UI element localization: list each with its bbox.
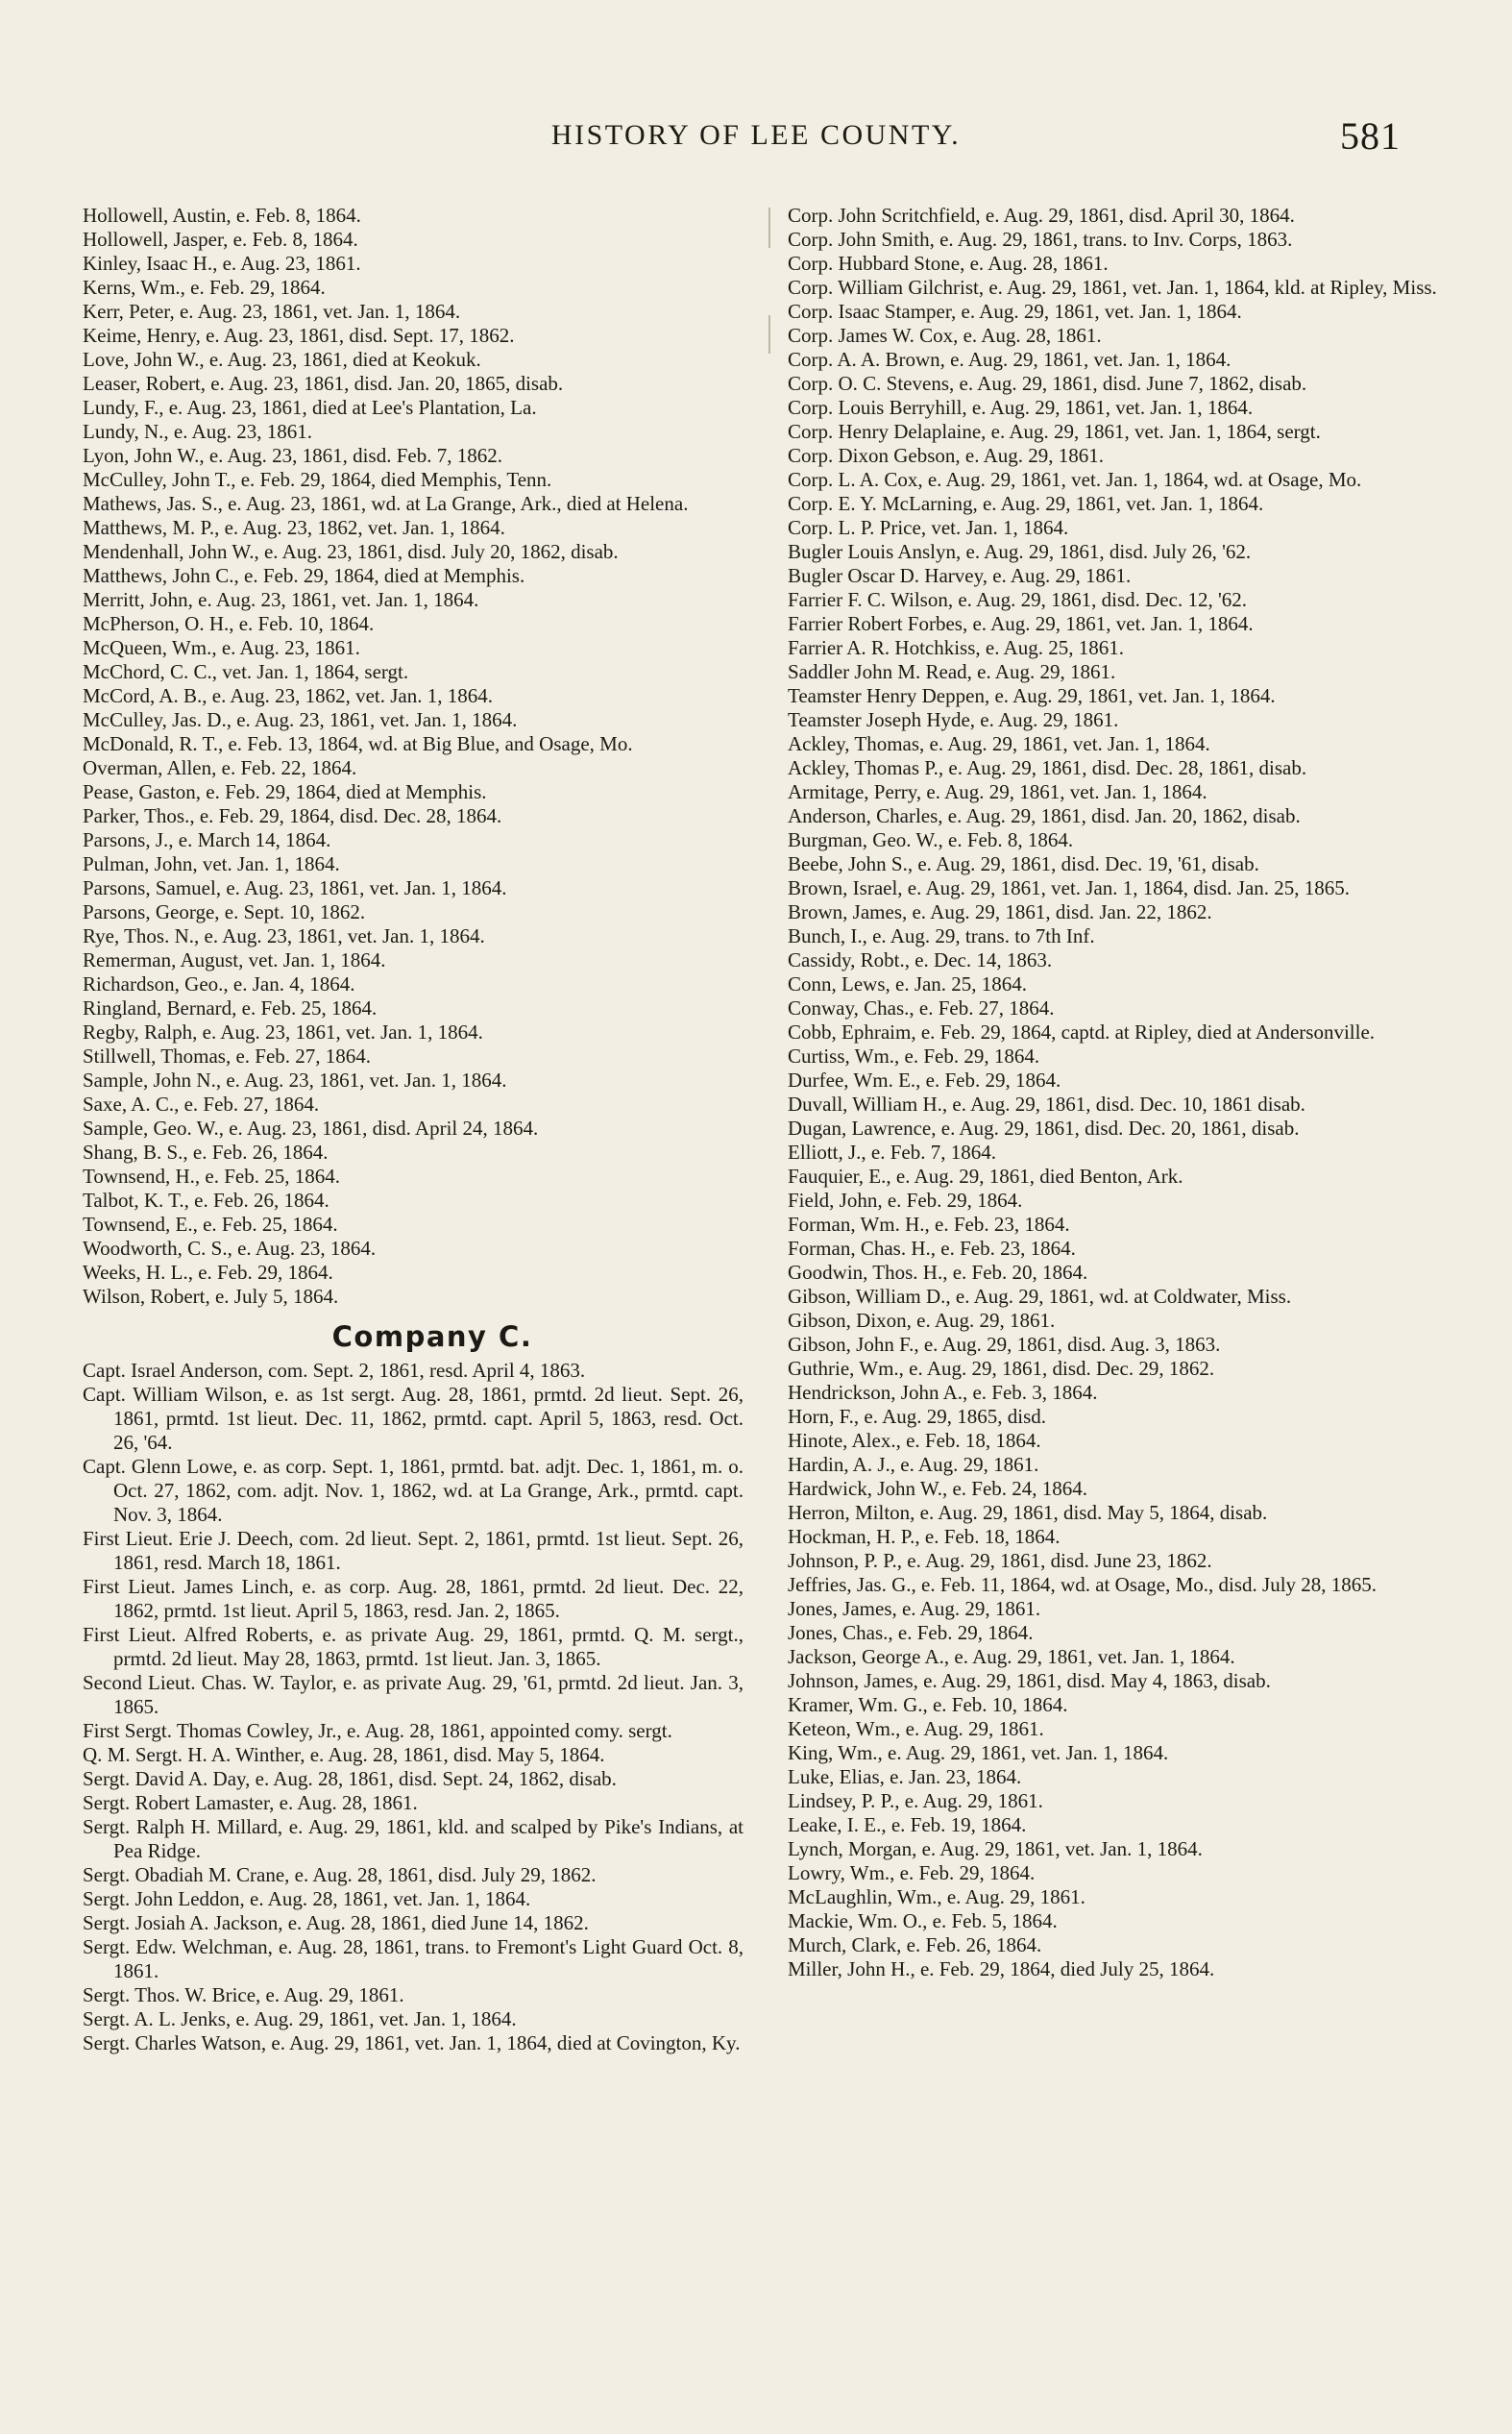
roster-entry: Dugan, Lawrence, e. Aug. 29, 1861, disd. Dec. 20, 1861, disab. — [788, 1117, 1300, 1140]
right-column — [788, 204, 1449, 1981]
roster-entry: Corp. Hubbard Stone, e. Aug. 28, 1861. — [788, 252, 1109, 275]
column-rule — [768, 315, 770, 354]
roster-entry: Sample, Geo. W., e. Aug. 23, 1861, disd. April 24, 1864. — [83, 1117, 539, 1140]
roster-entry: Goodwin, Thos. H., e. Feb. 20, 1864. — [788, 1261, 1088, 1284]
roster-entry: Forman, Wm. H., e. Feb. 23, 1864. — [788, 1213, 1070, 1236]
roster-entry: Farrier Robert Forbes, e. Aug. 29, 1861, vet. Jan. 1, 1864. — [788, 612, 1254, 635]
roster-entry: Corp. William Gilchrist, e. Aug. 29, 1861, vet. Jan. 1, 1864, kld. at Ripley, Miss. — [788, 276, 1437, 299]
roster-entry: Kerns, Wm., e. Feb. 29, 1864. — [83, 276, 326, 299]
roster-entry: Teamster Henry Deppen, e. Aug. 29, 1861, vet. Jan. 1, 1864. — [788, 684, 1276, 707]
roster-entry: Jeffries, Jas. G., e. Feb. 11, 1864, wd. at Osage, Mo., disd. July 28, 1865. — [788, 1573, 1378, 1596]
roster-entry: McCulley, John T., e. Feb. 29, 1864, died Memphis, Tenn. — [83, 468, 552, 491]
roster-entry: Sergt. Charles Watson, e. Aug. 29, 1861, vet. Jan. 1, 1864, died at Covington, Ky. — [83, 2031, 741, 2054]
roster-entry: Johnson, P. P., e. Aug. 29, 1861, disd. June 23, 1862. — [788, 1549, 1212, 1572]
roster-entry: Hockman, H. P., e. Feb. 18, 1864. — [788, 1525, 1061, 1548]
roster-entry: Corp. John Smith, e. Aug. 29, 1861, trans. to Inv. Corps, 1863. — [788, 228, 1293, 251]
roster-entry: Stillwell, Thomas, e. Feb. 27, 1864. — [83, 1045, 372, 1068]
roster-entry: Sergt. Obadiah M. Crane, e. Aug. 28, 1861, disd. July 29, 1862. — [83, 1863, 597, 1886]
roster-entry: Shang, B. S., e. Feb. 26, 1864. — [83, 1141, 329, 1164]
roster-entry: Cobb, Ephraim, e. Feb. 29, 1864, captd. at Ripley, died at Andersonville. — [788, 1020, 1376, 1044]
roster-entry: Pulman, John, vet. Jan. 1, 1864. — [83, 852, 340, 875]
roster-entry: Jones, James, e. Aug. 29, 1861. — [788, 1597, 1041, 1620]
roster-entry: Saxe, A. C., e. Feb. 27, 1864. — [83, 1093, 320, 1116]
roster-list-company-c — [83, 1359, 744, 2055]
roster-entry: Lundy, F., e. Aug. 23, 1861, died at Lee's Plantation, La. — [83, 396, 537, 419]
roster-entry: Lyon, John W., e. Aug. 23, 1861, disd. Feb. 7, 1862. — [83, 444, 502, 467]
roster-entry: Parsons, George, e. Sept. 10, 1862. — [83, 900, 366, 923]
roster-entry: Bunch, I., e. Aug. 29, trans. to 7th Inf. — [788, 924, 1095, 947]
roster-entry: Farrier F. C. Wilson, e. Aug. 29, 1861, disd. Dec. 12, '62. — [788, 588, 1248, 611]
roster-entry: Sergt. Thos. W. Brice, e. Aug. 29, 1861. — [83, 1983, 404, 2006]
roster-entry: Miller, John H., e. Feb. 29, 1864, died July 25, 1864. — [788, 1957, 1215, 1980]
left-column — [83, 204, 744, 2055]
roster-entry: Elliott, J., e. Feb. 7, 1864. — [788, 1141, 996, 1164]
roster-entry: Mackie, Wm. O., e. Feb. 5, 1864. — [788, 1909, 1058, 1932]
roster-entry: Leaser, Robert, e. Aug. 23, 1861, disd. Jan. 20, 1865, disab. — [83, 372, 564, 395]
roster-entry: Corp. Louis Berryhill, e. Aug. 29, 1861, vet. Jan. 1, 1864. — [788, 396, 1254, 419]
roster-entry: Weeks, H. L., e. Feb. 29, 1864. — [83, 1261, 333, 1284]
roster-entry: Kerr, Peter, e. Aug. 23, 1861, vet. Jan. 1, 1864. — [83, 300, 461, 323]
running-title: HISTORY OF LEE COUNTY. — [550, 119, 962, 151]
roster-entry: Corp. E. Y. McLarning, e. Aug. 29, 1861, vet. Jan. 1, 1864. — [788, 492, 1264, 515]
roster-entry: Durfee, Wm. E., e. Feb. 29, 1864. — [788, 1069, 1061, 1092]
roster-entry: Guthrie, Wm., e. Aug. 29, 1861, disd. Dec. 29, 1862. — [788, 1357, 1215, 1380]
roster-entry: Jackson, George A., e. Aug. 29, 1861, vet. Jan. 1, 1864. — [788, 1645, 1235, 1668]
roster-entry: Corp. L. P. Price, vet. Jan. 1, 1864. — [788, 516, 1069, 539]
roster-entry: Townsend, E., e. Feb. 25, 1864. — [83, 1213, 338, 1236]
column-rule — [768, 208, 770, 248]
roster-entry: First Lieut. James Linch, e. as corp. Aug. 28, 1861, prmtd. 2d lieut. Dec. 22, 1862, prmtd. 1st lieut. April 5, 1863, resd. Jan. 2, 1865. — [83, 1575, 744, 1622]
roster-entry: Sergt. Ralph H. Millard, e. Aug. 29, 1861, kld. and scalped by Pike's Indians, at Pea Ridge. — [83, 1815, 744, 1862]
roster-entry: Remerman, August, vet. Jan. 1, 1864. — [83, 948, 386, 971]
roster-entry: Love, John W., e. Aug. 23, 1861, died at Keokuk. — [83, 348, 481, 371]
roster-entry: McChord, C. C., vet. Jan. 1, 1864, sergt. — [83, 660, 409, 683]
roster-entry: Luke, Elias, e. Jan. 23, 1864. — [788, 1765, 1022, 1788]
roster-entry: Gibson, William D., e. Aug. 29, 1861, wd. at Coldwater, Miss. — [788, 1285, 1292, 1308]
roster-entry: King, Wm., e. Aug. 29, 1861, vet. Jan. 1, 1864. — [788, 1741, 1169, 1764]
roster-entry: Kinley, Isaac H., e. Aug. 23, 1861. — [83, 252, 361, 275]
roster-entry: Sergt. David A. Day, e. Aug. 28, 1861, disd. Sept. 24, 1862, disab. — [83, 1767, 617, 1790]
roster-entry: Corp. James W. Cox, e. Aug. 28, 1861. — [788, 324, 1102, 347]
roster-entry: Sergt. Edw. Welchman, e. Aug. 28, 1861, trans. to Fremont's Light Guard Oct. 8, 1861. — [83, 1935, 744, 1982]
roster-entry: Parsons, J., e. March 14, 1864. — [83, 828, 331, 851]
roster-entry: First Sergt. Thomas Cowley, Jr., e. Aug. 28, 1861, appointed comy. sergt. — [83, 1719, 672, 1742]
roster-entry: Ackley, Thomas P., e. Aug. 29, 1861, disd. Dec. 28, 1861, disab. — [788, 756, 1307, 779]
roster-entry: First Lieut. Alfred Roberts, e. as private Aug. 29, 1861, prmtd. Q. M. sergt., prmtd. 2d lieut. May 28, 1863, prmtd. 1st lieut. Jan. 3, 1865. — [83, 1623, 744, 1670]
roster-entry: Corp. A. A. Brown, e. Aug. 29, 1861, vet. Jan. 1, 1864. — [788, 348, 1232, 371]
roster-entry: Gibson, Dixon, e. Aug. 29, 1861. — [788, 1309, 1056, 1332]
section-heading: Company C. — [331, 1320, 533, 1353]
roster-entry: Gibson, John F., e. Aug. 29, 1861, disd. Aug. 3, 1863. — [788, 1333, 1221, 1356]
roster-entry: McPherson, O. H., e. Feb. 10, 1864. — [83, 612, 375, 635]
roster-entry: Brown, Israel, e. Aug. 29, 1861, vet. Jan. 1, 1864, disd. Jan. 25, 1865. — [788, 876, 1351, 899]
roster-entry: Horn, F., e. Aug. 29, 1865, disd. — [788, 1405, 1046, 1428]
roster-entry: Corp. Dixon Gebson, e. Aug. 29, 1861. — [788, 444, 1104, 467]
roster-entry: Brown, James, e. Aug. 29, 1861, disd. Jan. 22, 1862. — [788, 900, 1212, 923]
roster-entry: McCulley, Jas. D., e. Aug. 23, 1861, vet. Jan. 1, 1864. — [83, 708, 518, 731]
roster-entry: Murch, Clark, e. Feb. 26, 1864. — [788, 1933, 1042, 1956]
roster-entry: Corp. Henry Delaplaine, e. Aug. 29, 1861, vet. Jan. 1, 1864, sergt. — [788, 420, 1321, 443]
roster-entry: Lundy, N., e. Aug. 23, 1861. — [83, 420, 312, 443]
roster-entry: Curtiss, Wm., e. Feb. 29, 1864. — [788, 1045, 1040, 1068]
roster-entry: Capt. Glenn Lowe, e. as corp. Sept. 1, 1861, prmtd. bat. adjt. Dec. 1, 1861, m. o. Oct. 27, 1862, com. adjt. Nov. 1, 1862, wd. at La Grange, Ark., prmtd. capt. Nov. 3, 1864. — [83, 1455, 744, 1526]
roster-entry: Sergt. Josiah A. Jackson, e. Aug. 28, 1861, died June 14, 1862. — [83, 1911, 589, 1934]
roster-entry: Rye, Thos. N., e. Aug. 23, 1861, vet. Jan. 1, 1864. — [83, 924, 485, 947]
roster-entry: Hardwick, John W., e. Feb. 24, 1864. — [788, 1477, 1088, 1500]
roster-entry: Fauquier, E., e. Aug. 29, 1861, died Benton, Ark. — [788, 1165, 1183, 1188]
roster-entry: Parsons, Samuel, e. Aug. 23, 1861, vet. Jan. 1, 1864. — [83, 876, 507, 899]
roster-entry: Forman, Chas. H., e. Feb. 23, 1864. — [788, 1237, 1076, 1260]
roster-entry: Pease, Gaston, e. Feb. 29, 1864, died at Memphis. — [83, 780, 487, 803]
roster-list-company-c-continued — [788, 204, 1449, 1981]
roster-entry: Sergt. Robert Lamaster, e. Aug. 28, 1861. — [83, 1791, 418, 1814]
roster-entry: Cassidy, Robt., e. Dec. 14, 1863. — [788, 948, 1053, 971]
roster-entry: Bugler Oscar D. Harvey, e. Aug. 29, 1861. — [788, 564, 1132, 587]
roster-entry: Matthews, M. P., e. Aug. 23, 1862, vet. Jan. 1, 1864. — [83, 516, 505, 539]
roster-entry: Kramer, Wm. G., e. Feb. 10, 1864. — [788, 1693, 1068, 1716]
roster-entry: McQueen, Wm., e. Aug. 23, 1861. — [83, 636, 360, 659]
roster-entry: Wilson, Robert, e. July 5, 1864. — [83, 1285, 339, 1308]
roster-entry: Merritt, John, e. Aug. 23, 1861, vet. Jan. 1, 1864. — [83, 588, 479, 611]
roster-entry: Hollowell, Jasper, e. Feb. 8, 1864. — [83, 228, 358, 251]
page-header — [77, 113, 1435, 161]
roster-entry: Ackley, Thomas, e. Aug. 29, 1861, vet. Jan. 1, 1864. — [788, 732, 1210, 755]
roster-list-continued — [83, 204, 744, 1309]
roster-entry: McCord, A. B., e. Aug. 23, 1862, vet. Jan. 1, 1864. — [83, 684, 493, 707]
roster-entry: Woodworth, C. S., e. Aug. 23, 1864. — [83, 1237, 377, 1260]
roster-entry: Sergt. A. L. Jenks, e. Aug. 29, 1861, vet. Jan. 1, 1864. — [83, 2007, 517, 2030]
roster-entry: Bugler Louis Anslyn, e. Aug. 29, 1861, disd. July 26, '62. — [788, 540, 1252, 563]
roster-entry: Hendrickson, John A., e. Feb. 3, 1864. — [788, 1381, 1098, 1404]
roster-entry: Parker, Thos., e. Feb. 29, 1864, disd. Dec. 28, 1864. — [83, 804, 502, 827]
roster-entry: Hardin, A. J., e. Aug. 29, 1861. — [788, 1453, 1039, 1476]
roster-entry: McDonald, R. T., e. Feb. 13, 1864, wd. at Big Blue, and Osage, Mo. — [83, 732, 633, 755]
roster-entry: Lindsey, P. P., e. Aug. 29, 1861. — [788, 1789, 1043, 1812]
roster-entry: First Lieut. Erie J. Deech, com. 2d lieut. Sept. 2, 1861, prmtd. 1st lieut. Sept. 26, 1861, resd. March 18, 1861. — [83, 1527, 744, 1574]
roster-entry: Farrier A. R. Hotchkiss, e. Aug. 25, 1861. — [788, 636, 1124, 659]
roster-entry: Talbot, K. T., e. Feb. 26, 1864. — [83, 1189, 329, 1212]
roster-entry: Keteon, Wm., e. Aug. 29, 1861. — [788, 1717, 1044, 1740]
roster-entry: Anderson, Charles, e. Aug. 29, 1861, disd. Jan. 20, 1862, disab. — [788, 804, 1301, 827]
roster-entry: Herron, Milton, e. Aug. 29, 1861, disd. May 5, 1864, disab. — [788, 1501, 1268, 1524]
roster-entry: Corp. Isaac Stamper, e. Aug. 29, 1861, vet. Jan. 1, 1864. — [788, 300, 1242, 323]
roster-entry: Hollowell, Austin, e. Feb. 8, 1864. — [83, 204, 361, 227]
roster-entry: Saddler John M. Read, e. Aug. 29, 1861. — [788, 660, 1116, 683]
page-number: 581 — [1340, 114, 1401, 158]
roster-entry: Mathews, Jas. S., e. Aug. 23, 1861, wd. at La Grange, Ark., died at Helena. — [83, 492, 689, 515]
roster-entry: Corp. L. A. Cox, e. Aug. 29, 1861, vet. Jan. 1, 1864, wd. at Osage, Mo. — [788, 468, 1362, 491]
roster-entry: Duvall, William H., e. Aug. 29, 1861, disd. Dec. 10, 1861 disab. — [788, 1093, 1305, 1116]
roster-entry: Sergt. John Leddon, e. Aug. 28, 1861, vet. Jan. 1, 1864. — [83, 1887, 531, 1910]
roster-entry: Field, John, e. Feb. 29, 1864. — [788, 1189, 1023, 1212]
roster-entry: Lynch, Morgan, e. Aug. 29, 1861, vet. Jan. 1, 1864. — [788, 1837, 1203, 1860]
roster-entry: Matthews, John C., e. Feb. 29, 1864, died at Memphis. — [83, 564, 525, 587]
roster-entry: Keime, Henry, e. Aug. 23, 1861, disd. Sept. 17, 1862. — [83, 324, 515, 347]
roster-entry: Burgman, Geo. W., e. Feb. 8, 1864. — [788, 828, 1074, 851]
roster-entry: Townsend, H., e. Feb. 25, 1864. — [83, 1165, 341, 1188]
roster-entry: Conn, Lews, e. Jan. 25, 1864. — [788, 972, 1028, 996]
roster-entry: McLaughlin, Wm., e. Aug. 29, 1861. — [788, 1885, 1085, 1908]
roster-entry: Ringland, Bernard, e. Feb. 25, 1864. — [83, 996, 378, 1020]
roster-entry: Capt. Israel Anderson, com. Sept. 2, 1861, resd. April 4, 1863. — [83, 1359, 586, 1382]
roster-entry: Beebe, John S., e. Aug. 29, 1861, disd. Dec. 19, '61, disab. — [788, 852, 1259, 875]
roster-entry: Conway, Chas., e. Feb. 27, 1864. — [788, 996, 1055, 1020]
roster-entry: Regby, Ralph, e. Aug. 23, 1861, vet. Jan. 1, 1864. — [83, 1020, 483, 1044]
roster-entry: Corp. O. C. Stevens, e. Aug. 29, 1861, disd. June 7, 1862, disab. — [788, 372, 1307, 395]
roster-entry: Leake, I. E., e. Feb. 19, 1864. — [788, 1813, 1027, 1836]
roster-entry: Johnson, James, e. Aug. 29, 1861, disd. May 4, 1863, disab. — [788, 1669, 1271, 1692]
roster-entry: Capt. William Wilson, e. as 1st sergt. Aug. 28, 1861, prmtd. 2d lieut. Sept. 26, 1861, prmtd. 1st lieut. Dec. 11, 1862, prmtd. capt. April 5, 1863, resd. Oct. 26, '64. — [83, 1383, 744, 1454]
roster-entry: Overman, Allen, e. Feb. 22, 1864. — [83, 756, 357, 779]
roster-entry: Jones, Chas., e. Feb. 29, 1864. — [788, 1621, 1034, 1644]
roster-entry: Corp. John Scritchfield, e. Aug. 29, 1861, disd. April 30, 1864. — [788, 204, 1295, 227]
roster-entry: Richardson, Geo., e. Jan. 4, 1864. — [83, 972, 355, 996]
roster-entry: Hinote, Alex., e. Feb. 18, 1864. — [788, 1429, 1041, 1452]
roster-entry: Sample, John N., e. Aug. 23, 1861, vet. Jan. 1, 1864. — [83, 1069, 507, 1092]
roster-entry: Armitage, Perry, e. Aug. 29, 1861, vet. Jan. 1, 1864. — [788, 780, 1207, 803]
roster-entry: Q. M. Sergt. H. A. Winther, e. Aug. 28, 1861, disd. May 5, 1864. — [83, 1743, 605, 1766]
roster-entry: Lowry, Wm., e. Feb. 29, 1864. — [788, 1861, 1036, 1884]
roster-entry: Teamster Joseph Hyde, e. Aug. 29, 1861. — [788, 708, 1119, 731]
roster-entry: Mendenhall, John W., e. Aug. 23, 1861, disd. July 20, 1862, disab. — [83, 540, 619, 563]
roster-entry: Second Lieut. Chas. W. Taylor, e. as private Aug. 29, '61, prmtd. 2d lieut. Jan. 3, 1865. — [83, 1671, 744, 1718]
